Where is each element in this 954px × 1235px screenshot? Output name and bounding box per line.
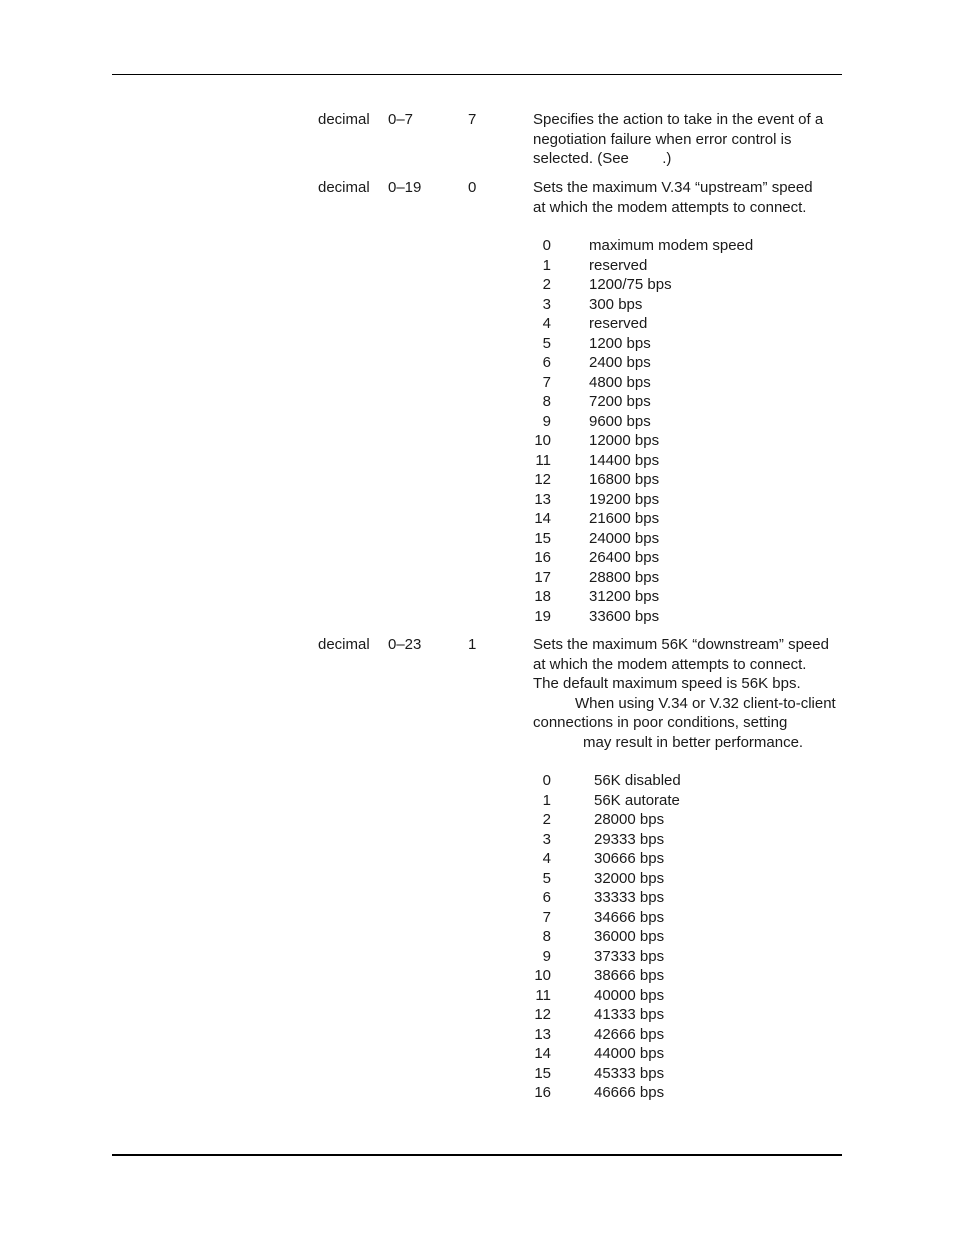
description-line: at which the modem attempts to connect. xyxy=(533,655,807,673)
value-code: 0 xyxy=(542,772,551,789)
description-line: negotiation failure when error control is xyxy=(533,130,792,148)
value-meaning: 30666 bps xyxy=(594,850,665,867)
value-code: 17 xyxy=(534,568,551,586)
value-meaning: reserved xyxy=(589,256,648,274)
value-code: 14 xyxy=(534,510,551,527)
value-code: 8 xyxy=(542,393,551,410)
description-line: at which the modem attempts to connect. xyxy=(533,198,807,216)
value-code: 2 xyxy=(542,276,551,293)
description-line: may result in better performance. xyxy=(583,733,804,751)
value-meaning: 24000 bps xyxy=(589,529,660,547)
value-code: 3 xyxy=(542,295,551,313)
value-code: 4 xyxy=(542,850,551,867)
value-code: 11 xyxy=(535,451,551,469)
value-code: 0 xyxy=(542,237,551,254)
footer-rule xyxy=(112,1154,842,1156)
default-value: 0 xyxy=(468,179,477,196)
value-code: 13 xyxy=(534,490,551,508)
value-code: 3 xyxy=(542,830,551,848)
value-meaning: 37333 bps xyxy=(594,947,665,965)
value-code: 1 xyxy=(542,256,551,274)
value-meaning: 16800 bps xyxy=(589,471,660,488)
value-type: decimal xyxy=(318,111,370,128)
value-meaning: 33333 bps xyxy=(594,889,665,906)
value-meaning: 38666 bps xyxy=(594,967,665,984)
value-code: 6 xyxy=(542,889,551,906)
value-meaning: 300 bps xyxy=(589,295,643,313)
value-meaning: 28000 bps xyxy=(594,811,665,828)
value-meaning: 45333 bps xyxy=(594,1064,665,1082)
value-meaning: 12000 bps xyxy=(589,432,660,449)
value-code: 15 xyxy=(534,529,551,547)
value-meaning: 31200 bps xyxy=(589,588,660,605)
value-code: 9 xyxy=(542,412,551,430)
value-meaning: 1200 bps xyxy=(589,334,651,352)
value-meaning: 34666 bps xyxy=(594,908,665,926)
value-meaning: 14400 bps xyxy=(589,451,660,469)
description-line: When using V.34 or V.32 client-to-client xyxy=(575,694,836,712)
value-code: 14 xyxy=(534,1045,551,1062)
value-meaning: 21600 bps xyxy=(589,510,660,527)
value-meaning: 42666 bps xyxy=(594,1025,665,1043)
value-meaning: 1200/75 bps xyxy=(589,276,672,293)
value-code: 10 xyxy=(534,967,551,984)
description-line: Specifies the action to take in the event of a xyxy=(533,111,824,128)
value-code: 7 xyxy=(542,373,551,391)
description-line: selected. (See .) xyxy=(533,150,672,167)
description-line: connections in poor conditions, setting xyxy=(533,714,788,731)
default-value: 7 xyxy=(468,111,477,128)
value-meaning: 44000 bps xyxy=(594,1045,665,1062)
description-line: Sets the maximum 56K “downstream” speed xyxy=(533,636,829,653)
value-code: 5 xyxy=(542,869,551,887)
value-code: 6 xyxy=(542,354,551,371)
value-code: 13 xyxy=(534,1025,551,1043)
description-line: Sets the maximum V.34 “upstream” speed xyxy=(533,179,813,196)
value-code: 8 xyxy=(542,928,551,945)
value-meaning: 26400 bps xyxy=(589,549,660,566)
value-meaning: 56K disabled xyxy=(594,772,681,789)
value-code: 18 xyxy=(534,588,551,605)
value-code: 9 xyxy=(542,947,551,965)
value-code: 5 xyxy=(542,334,551,352)
value-meaning: 4800 bps xyxy=(589,373,651,391)
value-meaning: 33600 bps xyxy=(589,607,660,625)
value-meaning: maximum modem speed xyxy=(589,237,754,254)
value-meaning: 2400 bps xyxy=(589,354,651,371)
value-range: 0–7 xyxy=(388,111,414,128)
value-code: 2 xyxy=(542,811,551,828)
value-code: 4 xyxy=(542,315,551,332)
header-rule xyxy=(112,74,842,75)
value-code: 12 xyxy=(534,1006,551,1023)
value-code: 16 xyxy=(534,549,551,566)
value-code: 11 xyxy=(535,986,551,1004)
value-code: 1 xyxy=(542,791,551,809)
value-meaning: 56K autorate xyxy=(594,791,680,809)
value-meaning: 29333 bps xyxy=(594,830,665,848)
value-code: 15 xyxy=(534,1064,551,1082)
value-meaning: reserved xyxy=(589,315,648,332)
value-type: decimal xyxy=(318,636,370,653)
value-meaning: 40000 bps xyxy=(594,986,665,1004)
value-meaning: 36000 bps xyxy=(594,928,665,945)
default-value: 1 xyxy=(468,636,477,653)
value-meaning: 41333 bps xyxy=(594,1006,665,1023)
value-meaning: 46666 bps xyxy=(594,1084,665,1101)
value-meaning: 9600 bps xyxy=(589,412,651,430)
value-meaning: 32000 bps xyxy=(594,869,665,887)
description-line: The default maximum speed is 56K bps. xyxy=(533,675,801,692)
value-code: 16 xyxy=(534,1084,551,1101)
value-range: 0–23 xyxy=(388,636,422,653)
value-meaning: 28800 bps xyxy=(589,568,660,586)
value-code: 7 xyxy=(542,908,551,926)
value-code: 19 xyxy=(534,607,551,625)
value-code: 12 xyxy=(534,471,551,488)
value-code: 10 xyxy=(534,432,551,449)
value-range: 0–19 xyxy=(388,179,422,196)
value-meaning: 19200 bps xyxy=(589,490,660,508)
value-meaning: 7200 bps xyxy=(589,393,651,410)
value-type: decimal xyxy=(318,179,370,196)
